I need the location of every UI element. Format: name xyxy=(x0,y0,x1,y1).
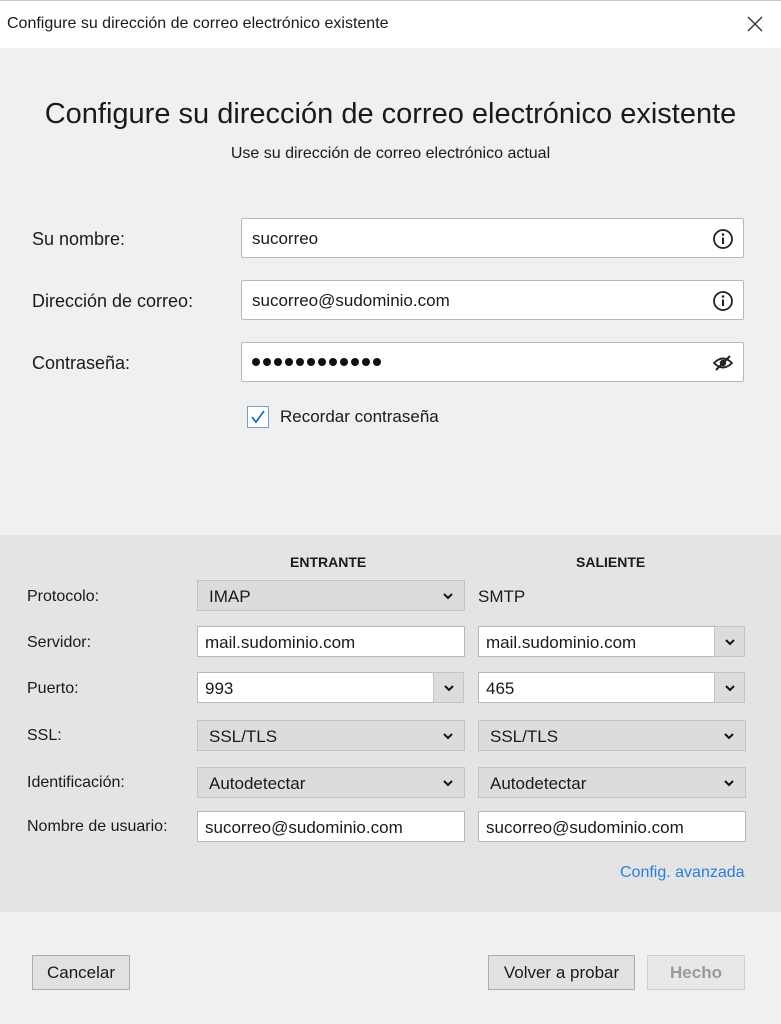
incoming-protocol-select[interactable] xyxy=(197,580,465,611)
outgoing-ssl-value: SSL/TLS xyxy=(490,727,559,746)
outgoing-ssl-select[interactable] xyxy=(478,720,746,751)
incoming-port-dropdown[interactable] xyxy=(433,672,464,703)
outgoing-server-input[interactable] xyxy=(478,626,715,657)
chevron-down-icon xyxy=(442,730,454,742)
remember-password-checkbox[interactable] xyxy=(247,406,269,428)
page-title: Configure su dirección de correo electrónico existente xyxy=(44,98,737,130)
password-dot xyxy=(329,358,337,366)
title-bar xyxy=(0,0,781,48)
chevron-down-icon xyxy=(442,590,454,602)
password-dot xyxy=(351,358,359,366)
outgoing-column-header: SALIENTE xyxy=(576,554,646,570)
chevron-down-icon xyxy=(724,682,736,694)
ssl-label: SSL: xyxy=(27,727,62,744)
outgoing-server-value: mail.sudominio.com xyxy=(486,633,637,652)
password-dot xyxy=(362,358,370,366)
password-dot xyxy=(296,358,304,366)
outgoing-username-input[interactable] xyxy=(478,811,746,842)
chevron-down-icon xyxy=(443,682,455,694)
incoming-protocol-value: IMAP xyxy=(209,587,251,606)
email-value: sucorreo@sudominio.com xyxy=(252,291,450,310)
info-icon[interactable] xyxy=(712,228,734,250)
remember-password-label[interactable]: Recordar contraseña xyxy=(280,407,439,426)
email-label: Dirección de correo: xyxy=(32,291,194,311)
password-dot xyxy=(274,358,282,366)
name-field[interactable] xyxy=(241,218,744,258)
name-label: Su nombre: xyxy=(32,229,126,249)
port-label: Puerto: xyxy=(27,680,79,697)
info-icon[interactable] xyxy=(712,290,734,312)
incoming-username-value: sucorreo@sudominio.com xyxy=(205,818,403,837)
password-dot xyxy=(252,358,260,366)
outgoing-auth-select[interactable] xyxy=(478,767,746,798)
email-field[interactable] xyxy=(241,280,744,320)
outgoing-port-value: 465 xyxy=(486,679,515,698)
outgoing-username-value: sucorreo@sudominio.com xyxy=(486,818,684,837)
incoming-ssl-value: SSL/TLS xyxy=(209,727,278,746)
username-label: Nombre de usuario: xyxy=(27,818,168,835)
server-label: Servidor: xyxy=(27,634,92,651)
page-subtitle: Use su dirección de correo electrónico actual xyxy=(230,145,551,162)
window-title: Configure su dirección de correo electrónico existente xyxy=(7,15,389,32)
close-icon[interactable] xyxy=(743,12,767,36)
chevron-down-icon xyxy=(723,730,735,742)
eye-slash-icon[interactable] xyxy=(712,352,734,374)
advanced-config-link[interactable]: Config. avanzada xyxy=(620,864,745,881)
chevron-down-icon xyxy=(442,777,454,789)
done-button[interactable]: Hecho xyxy=(647,955,745,990)
password-dot xyxy=(307,358,315,366)
incoming-port-input[interactable] xyxy=(197,672,434,703)
password-dot xyxy=(318,358,326,366)
auth-label: Identificación: xyxy=(27,774,125,791)
incoming-column-header: ENTRANTE xyxy=(290,554,367,570)
incoming-server-value: mail.sudominio.com xyxy=(205,633,356,652)
incoming-username-input[interactable] xyxy=(197,811,465,842)
password-mask xyxy=(252,358,381,368)
outgoing-server-dropdown[interactable] xyxy=(714,626,745,657)
outgoing-protocol-value: SMTP xyxy=(478,587,526,606)
outgoing-auth-value: Autodetectar xyxy=(490,774,587,793)
incoming-auth-value: Autodetectar xyxy=(209,774,306,793)
password-dot xyxy=(285,358,293,366)
outgoing-port-dropdown[interactable] xyxy=(714,672,745,703)
password-field[interactable] xyxy=(241,342,744,382)
cancel-button[interactable]: Cancelar xyxy=(32,955,130,990)
password-label: Contraseña: xyxy=(32,353,131,373)
checkmark-icon xyxy=(248,407,268,427)
incoming-auth-select[interactable] xyxy=(197,767,465,798)
retry-button[interactable]: Volver a probar xyxy=(488,955,635,990)
protocol-label: Protocolo: xyxy=(27,588,100,605)
chevron-down-icon xyxy=(723,777,735,789)
chevron-down-icon xyxy=(724,636,736,648)
password-dot xyxy=(263,358,271,366)
password-dot xyxy=(340,358,348,366)
password-dot xyxy=(373,358,381,366)
incoming-server-input[interactable] xyxy=(197,626,465,657)
incoming-port-value: 993 xyxy=(205,679,234,698)
outgoing-port-input[interactable] xyxy=(478,672,715,703)
name-value: sucorreo xyxy=(252,229,319,248)
incoming-ssl-select[interactable] xyxy=(197,720,465,751)
